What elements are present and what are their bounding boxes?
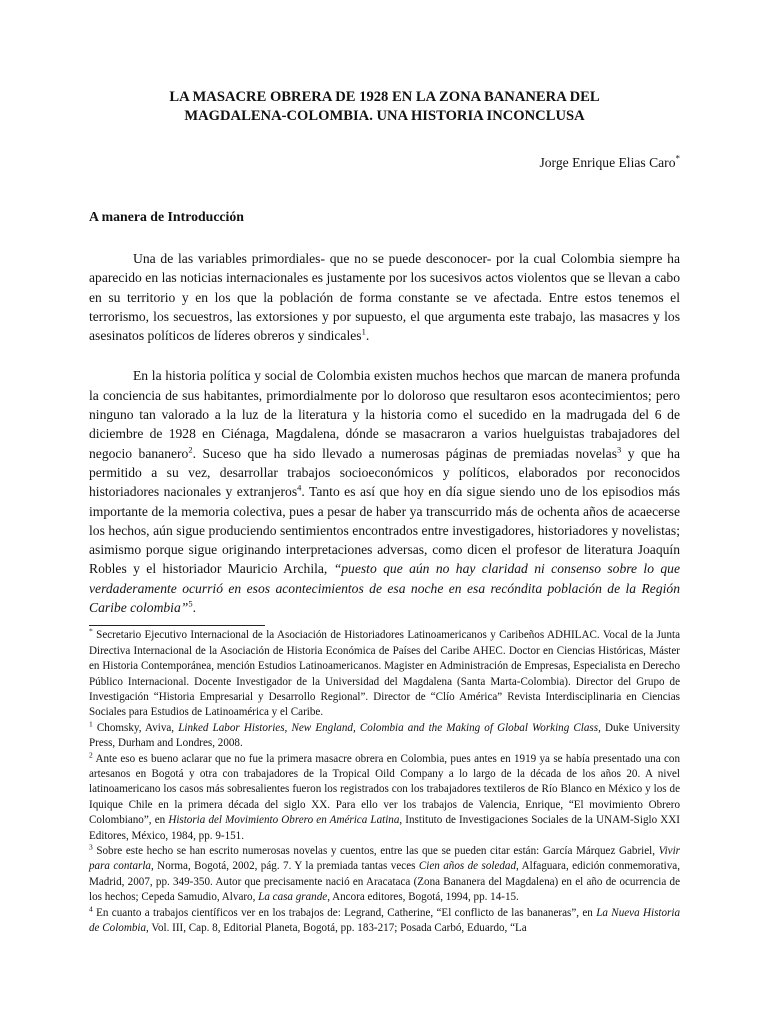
section-heading: A manera de Introducción (89, 209, 244, 224)
footnote-ref-3: 3 (617, 444, 622, 455)
footnote-ref-5: 5 (188, 598, 193, 609)
paragraph-2-text-2: . Suceso que ha sido llevado a numerosas páginas de premiadas novelas (192, 445, 617, 461)
footnote-text: En cuanto a trabajos científicos ver en los trabajos de: Legrand, Catherine, “El conflicto de las bananeras”, en (92, 906, 597, 919)
footnote-text: Ante eso es bueno aclarar que no fue la primera masacre obrera en Colombia, pues antes en 1919 ya se había presentado una con artesanos en Bogotá y otra con trabajadores de la Tropical Oild Company a lo largo de la década de los años 20. A nivel latinoamericano los casos más sobresalientes fueron los registrados con los trabajadores textileros de Río Blanco en México y los de Iquique Chile en la primera década del siglo XX. Para ello ver los trabajos de Valencia, Enrique, “El movimiento Obrero Colombiano”, en (89, 752, 680, 827)
footnote-ref-4: 4 (297, 482, 302, 493)
paragraph-2-text-1: En la historia política y social de Colombia existen muchos hechos que marcan de manera profunda la conciencia de sus habitantes, primordialmente por lo doloroso que resultaron esos acontecimientos; pero ninguno tan valorado a la luz de la literatura y la historia como el sucedido en la madrugada del 6 de diciembre de 1928 en Ciénaga, Magdalena, dónde se masacraron a varios huelguistas trabajadores del negocio bananero (89, 368, 680, 461)
footnote-ref-2: 2 (188, 444, 193, 455)
paragraph-2-text-3: y que ha permitido a su vez, desarrollar trabajos socioeconómicos y políticos, elaborados por reconocidos historiadores nacionales y extranjeros (89, 445, 680, 500)
paragraph-1 (89, 249, 680, 345)
footnote-italic-title: La casa grande (258, 891, 328, 904)
footnotes (89, 628, 680, 936)
footnote-text: , Norma, Bogotá, 2002, pág. 7. Y la premiada tantas veces (150, 860, 419, 873)
footnote-3 (89, 844, 680, 906)
paragraph-1-end: . (365, 328, 370, 344)
footnote-1 (89, 721, 680, 752)
footnote-mark: * (89, 626, 93, 636)
footnote-text: Chomsky, Aviva, (92, 721, 179, 734)
footnote-author (89, 628, 680, 720)
title-line-2: MAGDALENA-COLOMBIA. UNA HISTORIA INCONCLUSA (184, 108, 585, 124)
footnote-text: , Instituto de Investigaciones Sociales de la UNAM-Siglo XXI Editores, México, 1984, pp. 9-151. (89, 814, 680, 842)
footnote-2 (89, 749, 680, 844)
footnote-italic-title: Vivir para contarla (89, 845, 680, 873)
title-line-1: LA MASACRE OBRERA DE 1928 EN LA ZONA BANANERA DEL (169, 89, 600, 105)
author-footnote-mark: * (675, 153, 680, 164)
footnote-text: , Ancora editores, Bogotá, 1994, pp. 14-15. (327, 891, 519, 904)
footnote-mark: 4 (89, 903, 93, 913)
footnote-italic-title: Cien años de soledad (418, 860, 517, 873)
paragraph-2-quote: “puesto que aún no hay claridad ni consenso sobre lo que verdaderamente ocurrió en esos acontecimientos de esa noche en esa recóndita población de la Región Caribe colombia” (89, 561, 680, 616)
footnote-text: , Alfaguara, edición conmemorativa, Madrid, 2007, pp. 349-350. Autor que precisamente nació en Aracataca (Zona Bananera del Magdalena) en el año de ocurrencia de los hechos; Cepeda Samudio, Alvaro, (89, 860, 681, 904)
footnote-text: Sobre este hecho se han escrito numerosas novelas y cuentos, entre las que se pueden citar están: García Márquez Gabriel, (92, 845, 659, 858)
footnote-italic-title: La Nueva Historia de Colombia (89, 906, 680, 935)
footnote-text: , Duke University Press, Durham and Londres, 2008. (89, 721, 681, 750)
footnote-mark: 3 (89, 842, 93, 852)
footnote-ref-1: 1 (361, 326, 366, 337)
footnote-text: Secretario Ejecutivo Internacional de la Asociación de Historiadores Latinoamericanos y Caribeños ADHILAC. Vocal de la Junta Directiva Internacional de la Asociación de Historia Económica de Países del Caribe AHEC. Doctor en Ciencias Históricas, Máster en Historia Contemporánea, mención Estudios Latinoamericanos. Magister en Administración de Empresas, Especialista en Derecho Público Internacional. Docente Investigador de la Universidad del Magdalena (Santa Marta-Colombia). Director del Grupo de Investigación “Historia Empresarial y Desarrollo Regional”. Director de “Clío América” Revista Interdisciplinaria en Ciencias Sociales para Estudios de Latinoamérica y el Caribe. (89, 629, 680, 719)
paragraph-2 (89, 366, 680, 617)
paragraph-2-end: . (192, 600, 196, 616)
paragraph-2-text-4: . Tanto es así que hoy en día sigue siendo uno de los episodios más importante de la memoria colectiva, pues a pesar de haber ya transcurrido más de ochenta años de acaecerse los hechos, aún sigue produciendo sentimientos encontrados entre investigadores, historiadores y novelistas; asimismo porque sigue originando interpretaciones adversas, como dicen el profesor de literatura Joaquín Robles y el historiador Mauricio Archila, (89, 484, 680, 577)
author-line (89, 154, 680, 172)
footnote-italic-title: Linked Labor Histories, New England, Colombia and the Making of Global Working Class (178, 721, 599, 734)
footnote-separator (89, 625, 265, 626)
footnote-4 (89, 903, 680, 937)
document-title (89, 88, 680, 126)
footnote-mark: 2 (89, 749, 93, 759)
footnote-mark: 1 (89, 719, 93, 729)
footnote-text: , Vol. III, Cap. 8, Editorial Planeta, Bogotá, pp. 183-217; Posada Carbó, Eduardo, “La (146, 922, 527, 935)
paragraph-1-text: Una de las variables primordiales- que no se puede desconocer- por la cual Colombia siempre ha aparecido en las noticias internacionales es justamente por los sucesivos actos violentos que se llevan a cabo en su territorio y en los que la población de forma constante se ve afectada. Entre estos tenemos el terrorismo, los secuestros, las extorsiones y por supuesto, el que argumenta este trabajo, las masacres y los asesinatos políticos de líderes obreros y sindicales (89, 251, 680, 344)
author-name: Jorge Enrique Elias Caro (539, 155, 676, 170)
footnote-italic-title: Historia del Movimiento Obrero en América Latina (168, 814, 400, 827)
